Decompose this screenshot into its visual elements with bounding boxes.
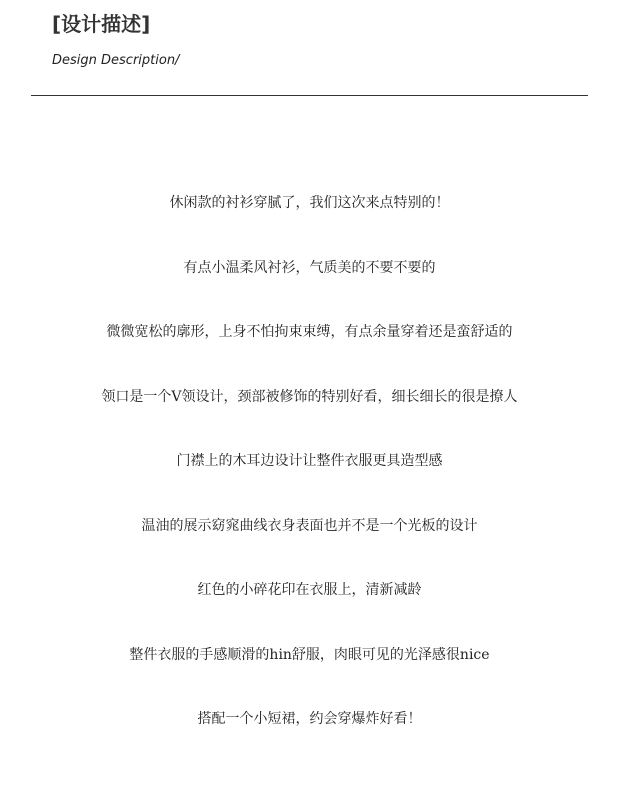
description-line: 红色的小碎花印在衣服上，清新减龄: [197, 582, 422, 598]
section-subtitle: Design Description/: [52, 53, 180, 68]
description-line: 微微宽松的廓形，上身不怕拘束束缚，有点余量穿着还是蛮舒适的: [106, 324, 513, 340]
description-line: 有点小温柔风衬衫，气质美的不要不要的: [183, 259, 436, 276]
section-title: [设计描述]: [52, 12, 151, 36]
description-line: 休闲款的衬衫穿腻了，我们这次来点特别的！: [169, 195, 450, 211]
description-line: 门襟上的木耳边设计让整件衣服更具造型感: [176, 453, 443, 469]
description-line: 搭配一个小短裙，约会穿爆炸好看！: [197, 711, 422, 727]
description-list: [0, 186, 619, 767]
header-divider: [31, 95, 588, 96]
description-line: 领口是一个V领设计，颈部被修饰的特别好看，细长细长的很是撩人: [101, 388, 518, 405]
description-line: 温油的展示窈窕曲线衣身表面也并不是一个光板的设计: [141, 517, 478, 534]
description-line: 整件衣服的手感顺滑的hin舒服，肉眼可见的光泽感很nice: [129, 646, 490, 663]
